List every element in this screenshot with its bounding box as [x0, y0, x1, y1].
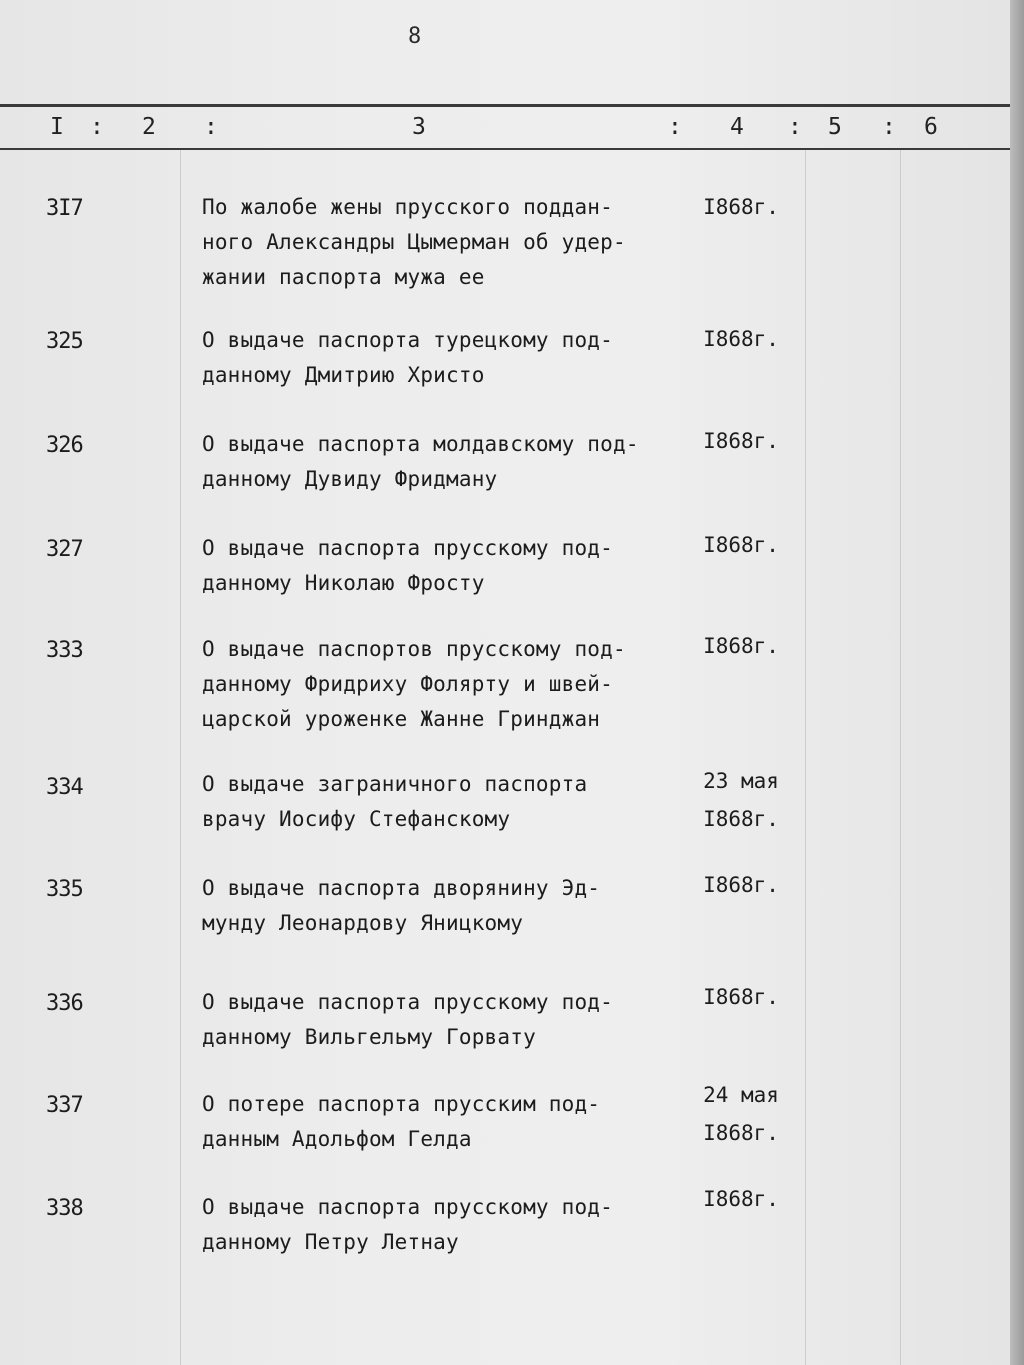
entry-number: 325 [46, 329, 83, 354]
entry-date-line: I868г. [703, 873, 779, 897]
entry-title-line: данным Адольфом Гелда [202, 1127, 472, 1151]
entry-title-line: врачу Иосифу Стефанскому [202, 807, 511, 831]
header-col-2: 2 [142, 114, 156, 140]
entry-title [202, 1190, 692, 1260]
entry-title-line: О выдаче паспорта турецкому под- [202, 328, 613, 352]
entry-date-line: I868г. [703, 1187, 779, 1211]
page-number: 8 [408, 24, 422, 49]
entry-date-line: I868г. [703, 634, 779, 658]
entry-number: 338 [46, 1196, 83, 1221]
entry-date [686, 320, 796, 358]
header-separator: : [882, 114, 896, 140]
entry-number: 327 [46, 537, 83, 562]
header-separator: : [788, 114, 802, 140]
entry-date-line: I868г. [703, 195, 779, 219]
entry-number: 326 [46, 433, 83, 458]
entry-date-line: I868г. [703, 985, 779, 1009]
entry-date [686, 866, 796, 904]
entry-date [686, 762, 796, 838]
entry-number: 335 [46, 877, 83, 902]
entry-title [202, 531, 692, 601]
entry-title [202, 871, 692, 941]
entry-title-line: царской уроженке Жанне Гринджан [202, 707, 601, 731]
entry-date-line: I868г. [703, 1121, 779, 1145]
entry-title [202, 767, 692, 837]
entry-title-line: О выдаче паспорта прусскому под- [202, 990, 613, 1014]
entry-title-line: мунду Леонардову Яницкому [202, 911, 524, 935]
entry-title [202, 632, 692, 737]
entry-number: 3I7 [46, 196, 83, 221]
entry-number: 336 [46, 991, 83, 1016]
entry-title-line: О выдаче паспорта дворянину Эд- [202, 876, 601, 900]
entry-title-line: данному Вильгельму Горвату [202, 1025, 536, 1049]
entry-title-line: О потере паспорта прусским под- [202, 1092, 601, 1116]
entry-title-line: данному Петру Летнау [202, 1230, 459, 1254]
entry-title-line: О выдаче заграничного паспорта [202, 772, 588, 796]
entry-date [686, 1076, 796, 1152]
entry-title-line: ного Александры Цымерман об удер- [202, 230, 626, 254]
entry-date-line: I868г. [703, 429, 779, 453]
entry-number: 334 [46, 775, 83, 800]
entry-date-line: I868г. [703, 533, 779, 557]
column-divider [900, 150, 901, 1365]
page-edge-shadow [1010, 0, 1024, 1365]
header-rule-bottom [0, 148, 1010, 150]
entry-number: 337 [46, 1093, 83, 1118]
entry-date-line: 23 мая [703, 769, 779, 793]
entry-title [202, 427, 692, 497]
header-separator: : [668, 114, 682, 140]
entry-title [202, 985, 692, 1055]
entry-date-line: I868г. [703, 327, 779, 351]
header-rule-top [0, 104, 1010, 107]
header-col-5: 5 [828, 114, 842, 140]
header-separator: : [204, 114, 218, 140]
entry-date [686, 627, 796, 665]
header-col-3: 3 [412, 114, 426, 140]
entry-number: 333 [46, 638, 83, 663]
entry-title-line: данному Фридриху Фолярту и швей- [202, 672, 613, 696]
entry-title-line: О выдаче паспорта прусскому под- [202, 1195, 613, 1219]
header-col-6: 6 [924, 114, 938, 140]
header-col-1: I [50, 114, 64, 140]
entry-title-line: данному Николаю Фросту [202, 571, 485, 595]
entry-title-line: О выдаче паспортов прусскому под- [202, 637, 626, 661]
entry-title-line: жании паспорта мужа ее [202, 265, 485, 289]
entry-title-line: данному Дмитрию Христо [202, 363, 485, 387]
entry-title-line: О выдаче паспорта молдавскому под- [202, 432, 639, 456]
header-separator: : [90, 114, 104, 140]
entry-title [202, 323, 692, 393]
entry-date [686, 1180, 796, 1218]
entry-title-line: данному Дувиду Фридману [202, 467, 498, 491]
entry-title [202, 1087, 692, 1157]
entry-date [686, 188, 796, 226]
header-col-4: 4 [730, 114, 744, 140]
entry-title-line: По жалобе жены прусского поддан- [202, 195, 613, 219]
entry-date [686, 526, 796, 564]
entry-date [686, 978, 796, 1016]
column-divider [805, 150, 806, 1365]
entry-date-line: I868г. [703, 807, 779, 831]
entry-date [686, 422, 796, 460]
entry-title-line: О выдаче паспорта прусскому под- [202, 536, 613, 560]
entry-date-line: 24 мая [703, 1083, 779, 1107]
entry-title [202, 190, 692, 295]
column-divider [180, 150, 181, 1365]
